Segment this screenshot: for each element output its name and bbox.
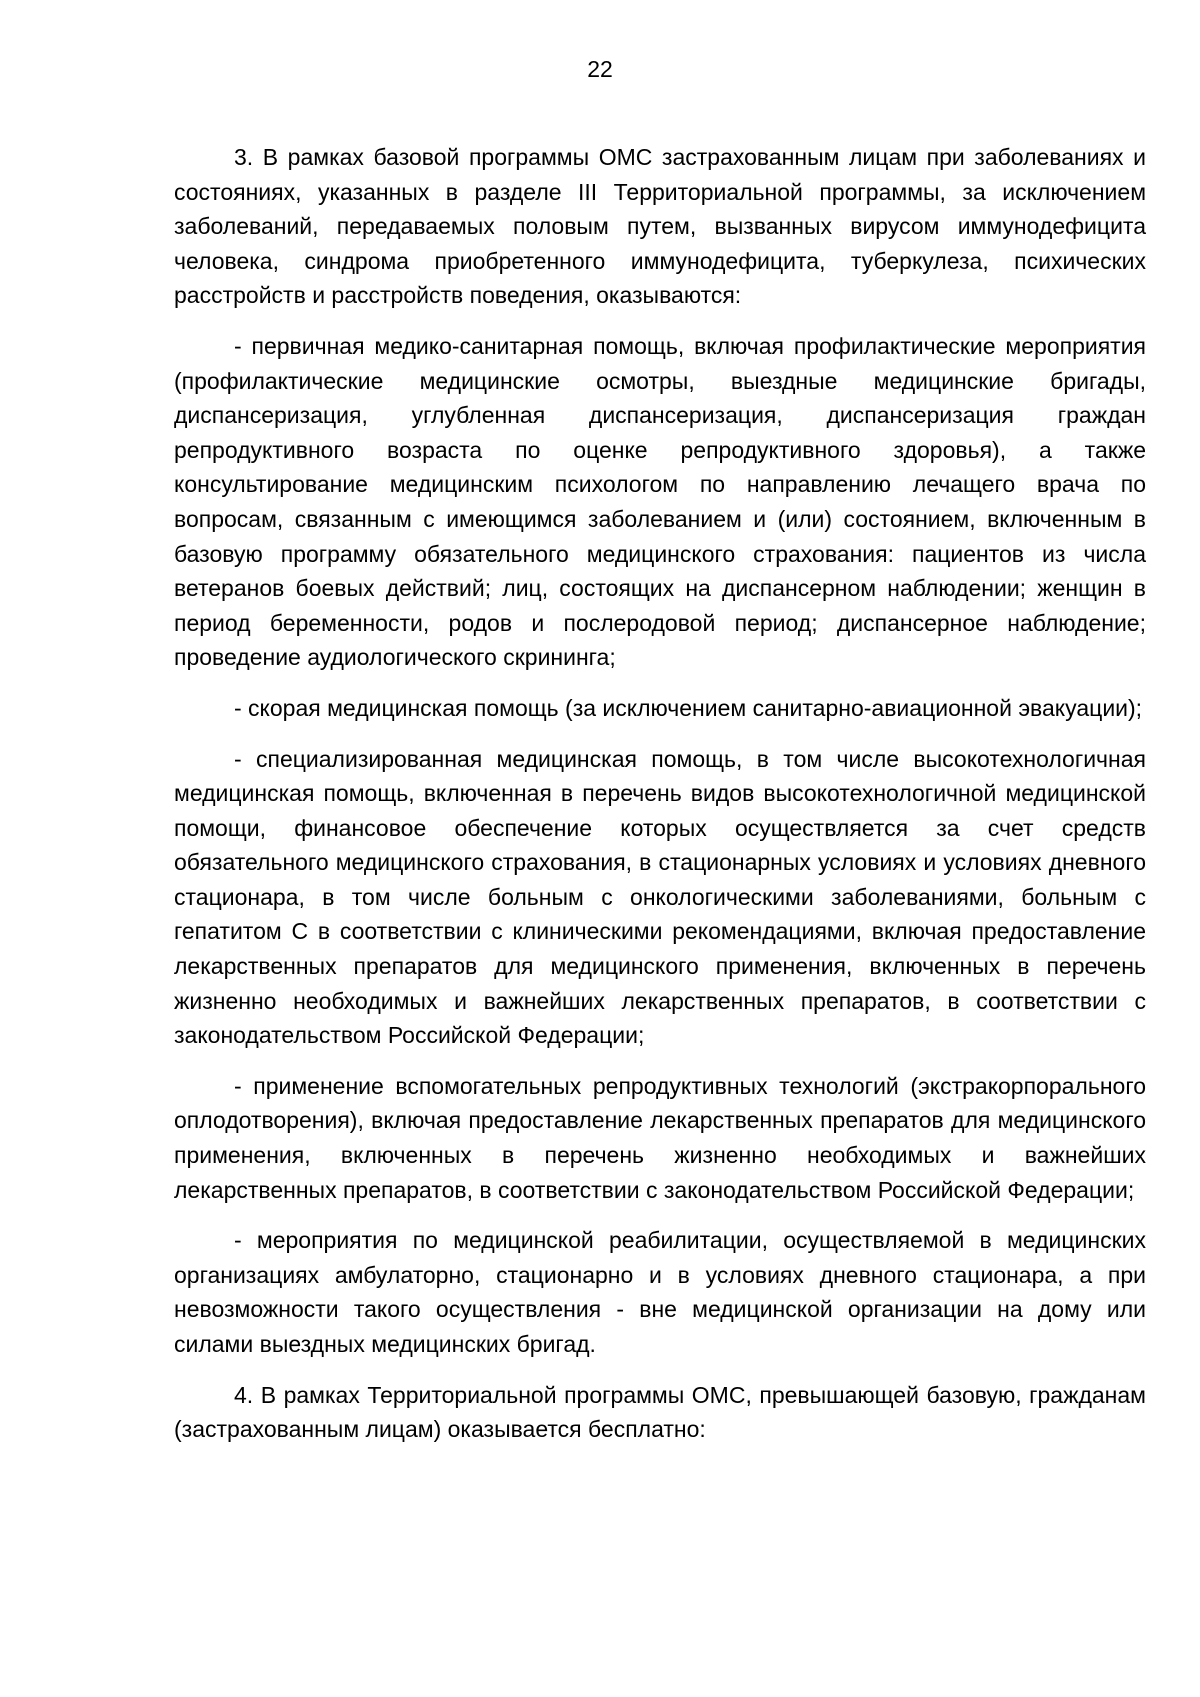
paragraph-rehabilitation: - мероприятия по медицинской реабилитации, осуществляемой в медицинских организациях амбулаторно, стационарно и в условиях дневного стационара, а при невозможности такого осуществления - вне медицинской организации на дому или силами выездных медицинских бригад. bbox=[174, 1227, 1146, 1357]
paragraph-specialized-care: - специализированная медицинская помощь, в том числе высокотехнологичная медицинская помощь, включенная в перечень видов высокотехнологичной медицинской помощи, финансовое обеспечение которых осуществляется за счет средств обязательного медицинского страхования, в стационарных условиях и условиях дневного стационара, в том числе больным с онкологическими заболеваниями, больным с гепатитом С в соответствии с клиническими рекомендациями, включая предоставление лекарственных препаратов для медицинского применения, включенных в перечень жизненно необходимых и важнейших лекарственных препаратов, в соответствии с законодательством Российской Федерации; bbox=[174, 745, 1146, 1049]
paragraph-emergency-care: - скорая медицинская помощь (за исключением санитарно-авиационной эвакуации); bbox=[234, 694, 1143, 721]
paragraph-item-4: 4. В рамках Территориальной программы ОМС, превышающей базовую, гражданам (застрахованным лицам) оказывается бесплатно: bbox=[174, 1381, 1146, 1443]
paragraph-reproductive-technologies: - применение вспомогательных репродуктивных технологий (экстракорпорального оплодотворения), включая предоставление лекарственных препаратов для медицинского применения, включенных в перечень жизненно необходимых и важнейших лекарственных препаратов, в соответствии с законодательством Российской Федерации; bbox=[174, 1072, 1146, 1203]
page-number: 22 bbox=[587, 56, 613, 82]
paragraph-primary-care: - первичная медико-санитарная помощь, включая профилактические мероприятия (профилактические медицинские осмотры, выездные медицинские бригады, диспансеризация, углубленная диспансеризация, диспансеризация граждан репродуктивного возраста по оценке репродуктивного здоровья), а также консультирование медицинским психологом по направлению лечащего врача по вопросам, связанным с имеющимся заболеванием и (или) состоянием, включенным в базовую программу обязательного медицинского страхования: пациентов из числа ветеранов боевых действий; лиц, состоящих на диспансерном наблюдении; женщин в период беременности, родов и послеродовой период; диспансерное наблюдение; проведение аудиологического скрининга; bbox=[174, 332, 1146, 671]
paragraph-item-3: 3. В рамках базовой программы ОМС застрахованным лицам при заболеваниях и состояниях, указанных в разделе III Территориальной программы, за исключением заболеваний, передаваемых половым путем, вызванных вирусом иммунодефицита человека, синдрома приобретенного иммунодефицита, туберкулеза, психических расстройств и расстройств поведения, оказываются: bbox=[174, 144, 1146, 309]
document-body bbox=[174, 140, 1146, 1463]
